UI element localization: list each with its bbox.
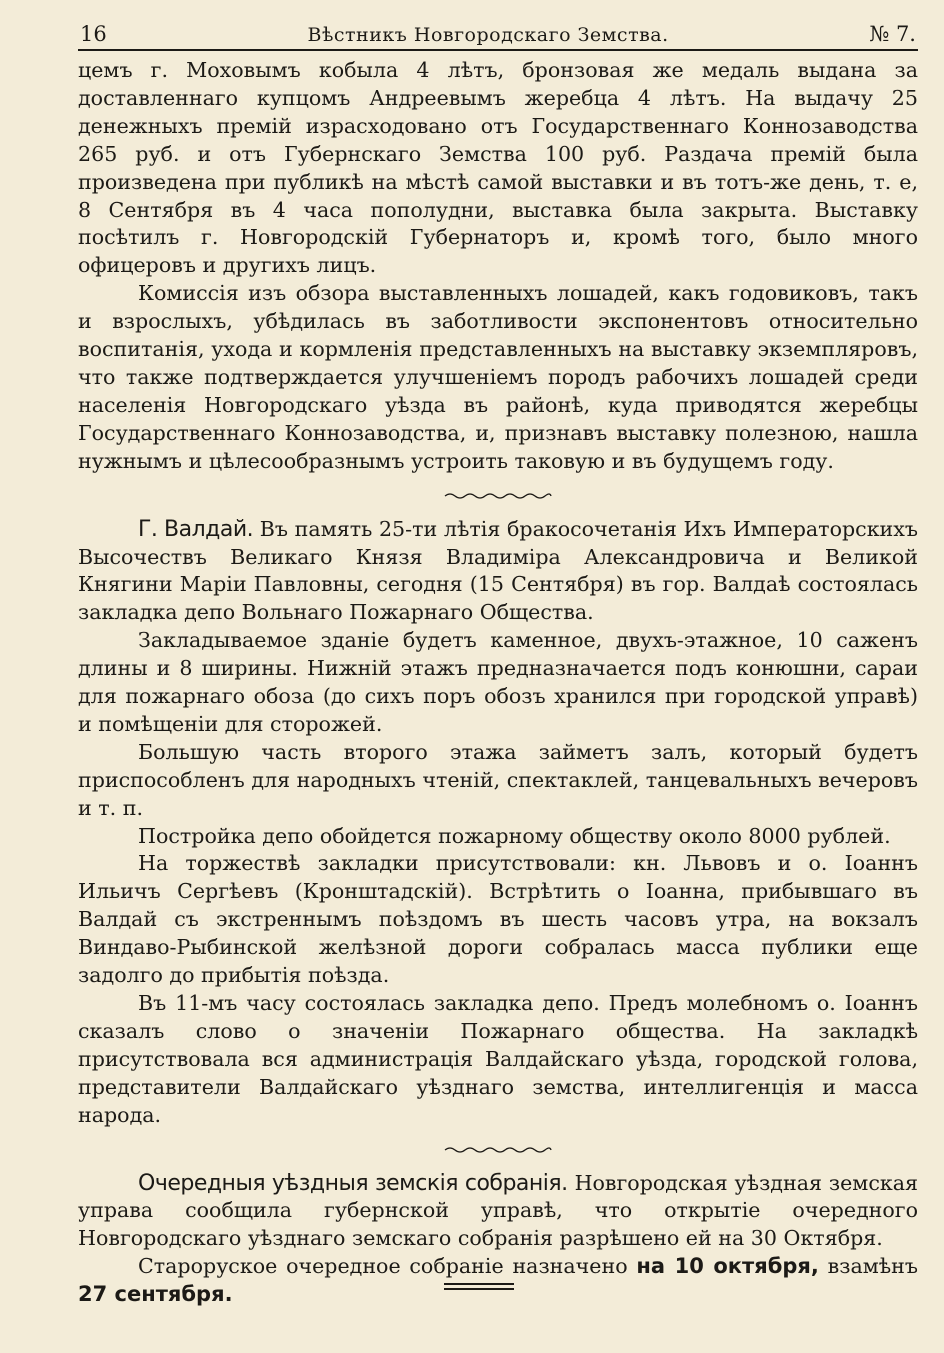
- paragraph: Въ 11-мъ часу состоялась закладка депо. Предъ молебномъ о. Іоаннъ сказалъ слово о значеніи Пожарнаго общества. На закладкѣ присутствовала вся администрація Валдайскаго уѣзда, городской голова, представители Валдайскаго уѣзднаго земства, интеллигенція и масса народа.: [78, 991, 918, 1127]
- paragraph: Комиссія изъ обзора выставленныхъ лошадей, какъ годовиковъ, такъ и взрослыхъ, убѣдилась въ заботливости экспонентовъ относительно воспитанія, ухода и кормленія представленныхъ на выставку экземпляровъ, что также подтверждается улучшеніемъ породъ рабочихъ лошадей среди населенія Новгородскаго уѣзда въ районѣ, куда приводятся жеребцы Государственнаго Коннозаводства, и, признавъ выставку полезною, нашла нужнымъ и цѣлесообразнымъ устроить таковую и въ будущемъ году.: [78, 281, 918, 473]
- journal-title: Вѣстникъ Новгородскаго Земства.: [307, 24, 669, 46]
- section-divider-ornament: [78, 484, 918, 508]
- page-number: 16: [80, 22, 107, 46]
- end-rule: [444, 1283, 514, 1293]
- section-heading: Очередныя уѣздныя земскія собранія.: [138, 1170, 568, 1196]
- section-valdai: [78, 516, 918, 1130]
- paragraph-text: Въ память 25-ти лѣтія бракосочетанія Ихъ Императорскихъ Высочествъ Великаго Князя Владиміра Александровича и Великой Княгини Маріи Павловны, сегодня (15 Сентября) въ гор. Валдаѣ состоялась закладка депо Вольнаго Пожарнаго Общества.: [78, 516, 919, 625]
- paragraph: Закладываемое зданіе будетъ каменное, двухъ-этажное, 10 саженъ длины и 8 ширины. Нижній этажъ предназначается подъ конюшни, сараи для пожарнаго обоза (до сихъ поръ обозъ хранился при городской управѣ) и помѣщеніи для сторожей.: [78, 628, 918, 736]
- running-header: [78, 22, 918, 51]
- bold-date: на 10 октября,: [636, 1254, 819, 1279]
- paragraph: Большую часть второго этажа займетъ залъ, который будетъ приспособленъ для народныхъ чтеній, спектаклей, танцевальныхъ вечеровъ и т. п.: [78, 739, 918, 820]
- document-page: [78, 22, 918, 1309]
- section-heading: Г. Валдай.: [138, 516, 254, 542]
- paragraph-text: Новгородская уѣздная земская управа сообщила губернской управѣ, что открытіе очередного Новгородскаго уѣзднаго земскаго собранія разрѣшено ей на 30 Октября.: [78, 1170, 918, 1251]
- issue-number: № 7.: [869, 22, 916, 46]
- bold-date: 27 сентября.: [78, 1282, 233, 1307]
- article-body: [78, 57, 918, 1309]
- paragraph: На торжествѣ закладки присутствовали: кн. Львовъ и о. Іоаннъ Ильичъ Сергѣевъ (Кронштадскій). Встрѣтить о Іоанна, прибывшаго въ Валдай съ экстреннымъ поѣздомъ въ шесть часовъ утра, на вокзалъ Виндаво-Рыбинской желѣзной дороги собралась масса публики еще задолго до прибытія поѣзда.: [78, 851, 918, 988]
- paragraph-text: Староруское очередное собраніе назначено: [138, 1254, 628, 1279]
- paragraph: [78, 1253, 918, 1309]
- paragraph: цемъ г. Моховымъ кобыла 4 лѣтъ, бронзовая же медаль выдана за доставленнаго купцомъ Андреевымъ жеребца 4 лѣтъ. На выдачу 25 денежныхъ премій израсходовано отъ Государственнаго Коннозаводства 265 руб. и отъ Губернскаго Земства 100 руб. Раздача премій была произведена при публикѣ на мѣстѣ самой выставки и въ тотъ-же день, т. е, 8 Сентября въ 4 часа пополудни, выставка была закрыта. Выставку посѣтилъ г. Новгородскій Губернаторъ и, кромѣ того, было много офицеровъ и другихъ лицъ.: [78, 58, 918, 278]
- paragraph: [78, 516, 918, 628]
- section-divider-ornament: [78, 1138, 918, 1162]
- paragraph: Постройка депо обойдется пожарному обществу около 8000 рублей.: [138, 823, 891, 848]
- paragraph-text: взамѣнъ: [827, 1254, 918, 1279]
- paragraph: [78, 1170, 918, 1254]
